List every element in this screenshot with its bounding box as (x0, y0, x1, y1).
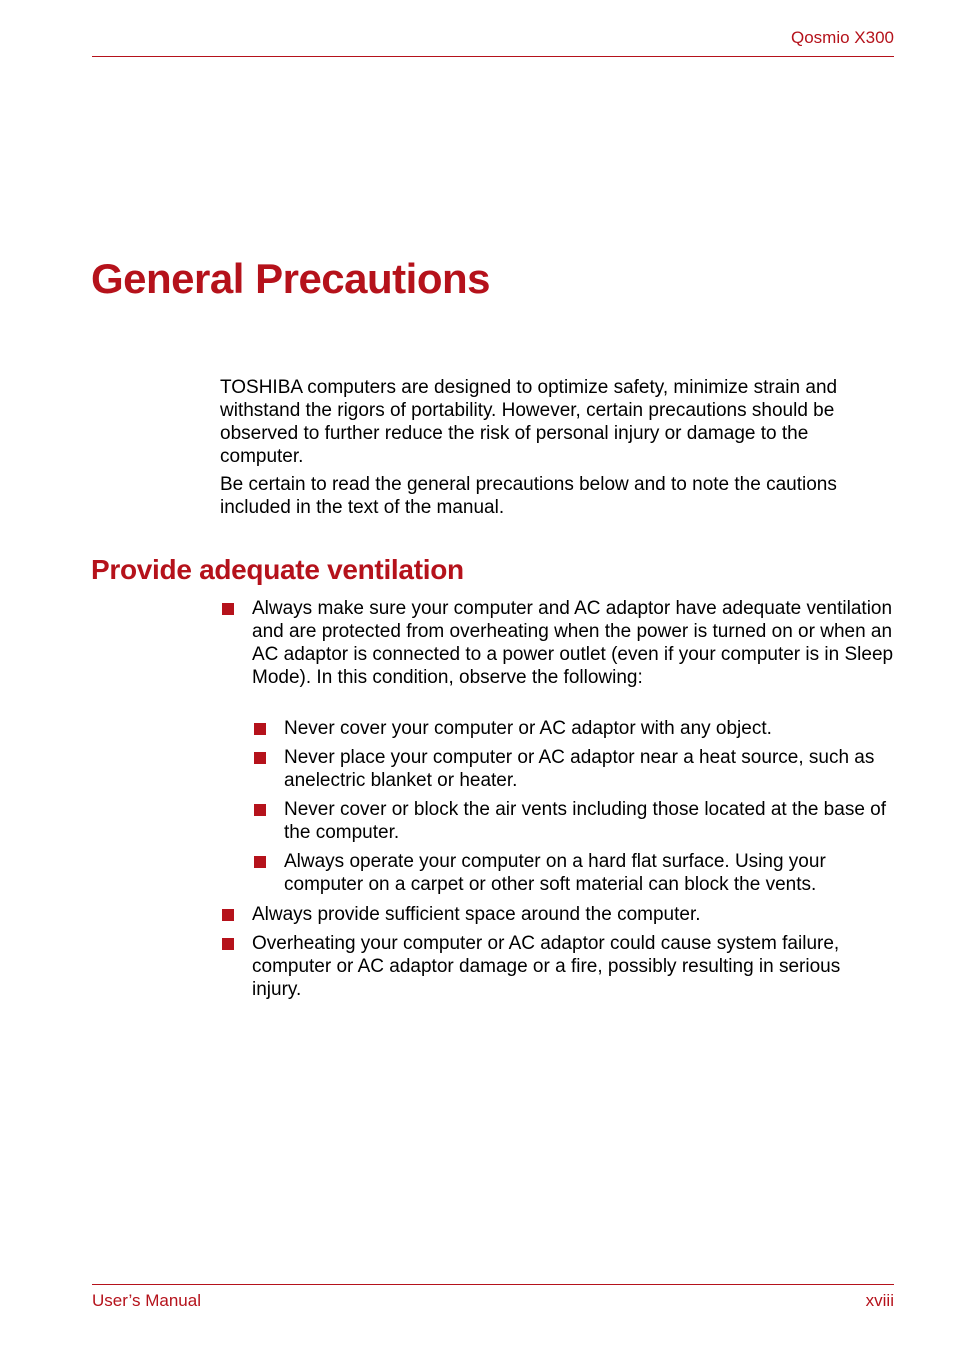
bullet-square-icon (254, 723, 266, 735)
bullet-square-icon (222, 909, 234, 921)
intro-paragraph-2: Be certain to read the general precautions below and to note the cautions included in the text of the manual. (220, 474, 837, 518)
intro-paragraph-1: TOSHIBA computers are designed to optimize safety, minimize strain and withstand the rigors of portability. However, certain precautions should be observed to further reduce the risk of personal injury or damage to the computer. (220, 377, 838, 467)
footer-rule (92, 1284, 894, 1285)
page-title: General Precautions (91, 255, 490, 302)
sub-list-item: Always operate your computer on a hard flat surface. Using your computer on a carpet or other soft material can block the vents. (284, 851, 826, 895)
bullet-square-icon (254, 856, 266, 868)
bullet-square-icon (222, 938, 234, 950)
header-rule (92, 56, 894, 57)
bullet-square-icon (222, 603, 234, 615)
footer-manual-label: User’s Manual (92, 1291, 201, 1310)
page-number: xviii (865, 1291, 894, 1310)
list-item: Always make sure your computer and AC adaptor have adequate ventilation and are protected from overheating when the power is turned on or when an AC adaptor is connected to a power outlet (even if your computer is in Sleep Mode). In this condition, observe the following: (252, 598, 894, 688)
sub-list-item: Never cover your computer or AC adaptor with any object. (284, 718, 772, 739)
sub-list-item: Never cover or block the air vents including those located at the base of the computer. (284, 799, 887, 843)
sub-list-item: Never place your computer or AC adaptor near a heat source, such as anelectric blanket or heater. (284, 747, 875, 791)
list-item: Overheating your computer or AC adaptor could cause system failure, computer or AC adaptor damage or a fire, possibly resulting in serious injury. (252, 933, 841, 1000)
bullet-square-icon (254, 752, 266, 764)
header-product-name: Qosmio X300 (791, 28, 894, 47)
list-item: Always provide sufficient space around the computer. (252, 904, 701, 925)
bullet-square-icon (254, 804, 266, 816)
section-title: Provide adequate ventilation (91, 554, 464, 585)
